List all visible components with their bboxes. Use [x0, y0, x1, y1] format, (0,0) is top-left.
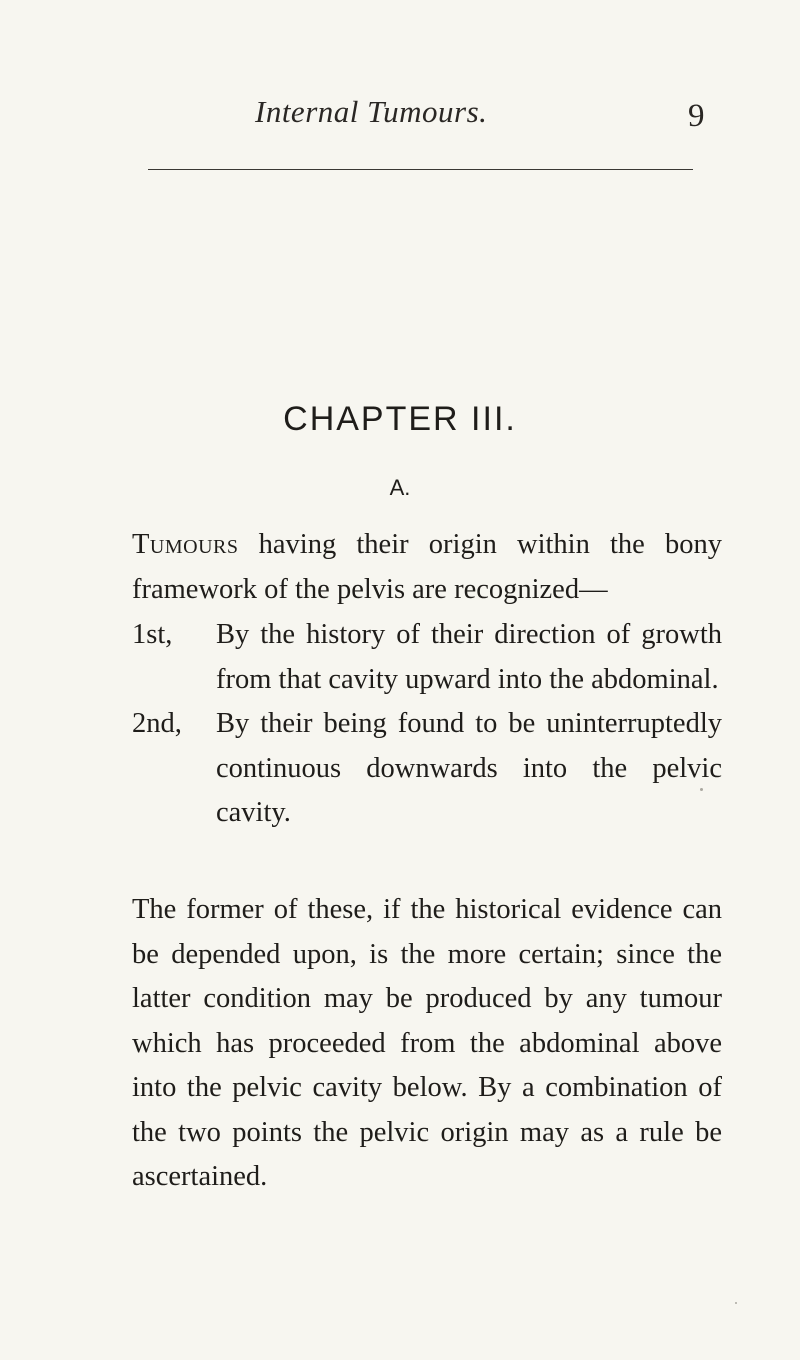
page-number: 9 — [688, 98, 705, 134]
criteria-list — [132, 613, 722, 836]
intro-text: having their origin within the bony framework of the pelvis are recognized— — [132, 529, 722, 605]
scan-speck — [700, 788, 703, 791]
list-item-marker: 1st, — [132, 619, 173, 650]
list-item-text: By the history of their direction of growth from that cavity upward into the abdominal. — [216, 619, 722, 695]
intro-lead-word: Tumours — [132, 529, 239, 560]
intro-paragraph — [132, 523, 722, 612]
chapter-heading: CHAPTER III. — [283, 400, 517, 438]
section-letter: A. — [389, 475, 411, 500]
list-item-text: By their being found to be uninterruptedly continuous downwards into the pelvic cavity. — [216, 708, 722, 828]
header-rule — [148, 169, 693, 170]
running-head — [0, 92, 800, 132]
list-item — [132, 613, 722, 702]
list-item — [132, 702, 722, 836]
scan-speck — [735, 1302, 737, 1304]
list-item-marker: 2nd, — [132, 708, 182, 739]
running-title: Internal Tumours. — [255, 94, 488, 129]
body-paragraph: The former of these, if the historical evidence can be depended upon, is the more certain; since the latter condition may be produced by any tumour which has proceeded from the abdominal above into the pelvic cavity below. By a combination of the two points the pelvic origin may as a rule be ascertained. — [132, 894, 722, 1192]
